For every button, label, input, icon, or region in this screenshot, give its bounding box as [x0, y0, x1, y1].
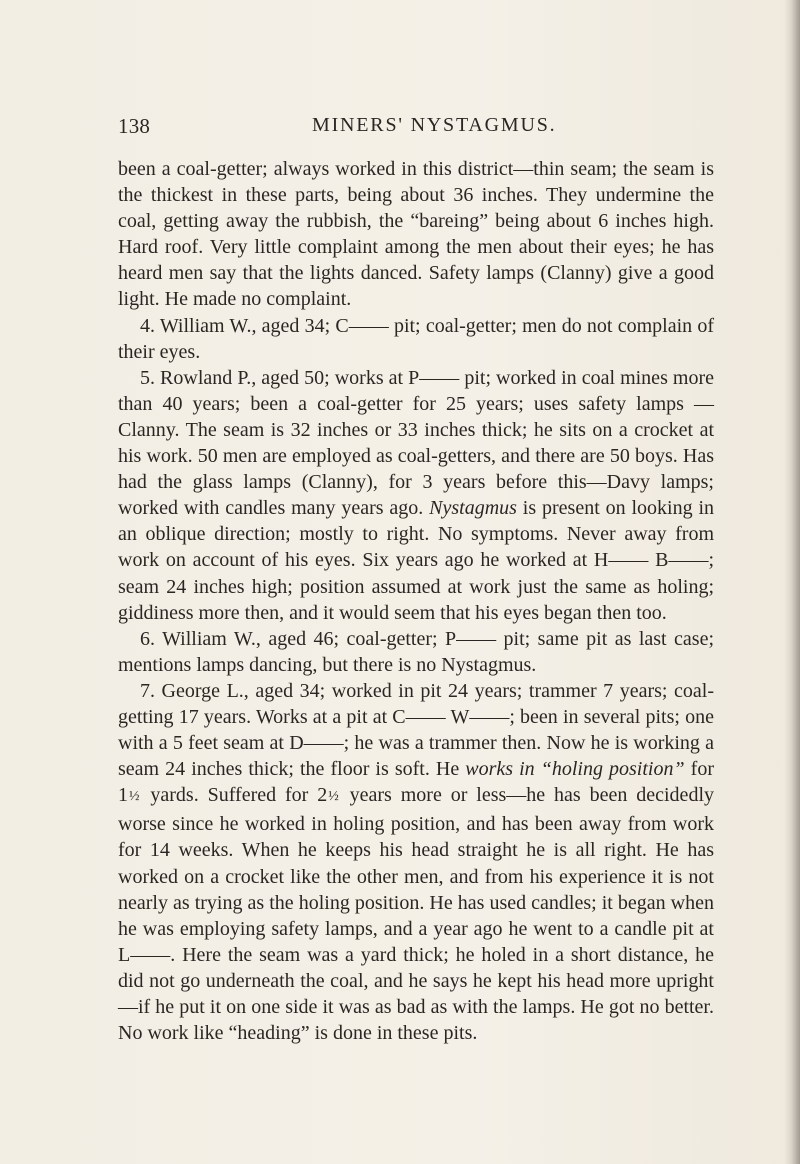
page-number: 138 — [118, 114, 151, 138]
case-5-text-before-italic: 5. Rowland P., aged 50; works at P—— pit; worked in coal mines more than 40 years; been a coal-getter for 25 years; uses safety lamps —Clanny. The seam is 32 inches or 33 inches thick; he sits on a crocket at his work. 50 men are employed as coal-getters, and there are 50 boys. Has had the glass lamps (Clanny), for 3 years before this—Davy lamps; worked with candles many years ago. — [118, 366, 714, 520]
case-7-text-part-1: 7. George L., aged 34; worked in pit 24 years; trammer 7 years; coal-getting 17 years. Works at a pit at C—— W——; been in several pits; one with a 5 feet seam at D——; he was a trammer then. Now he is working a seam 24 inches thick; the floor is soft. He — [118, 679, 714, 781]
page-edge-shadow — [784, 0, 800, 1164]
page-header — [118, 114, 708, 142]
case-7-fraction-1: ½ — [129, 789, 140, 805]
case-5-italic-term: Nystagmus — [429, 497, 517, 520]
body-text — [118, 156, 714, 1046]
paragraph-case-4: 4. William W., aged 34; C—— pit; coal-getter; men do not complain of their eyes. — [118, 314, 714, 363]
paragraph-case-6: 6. William W., aged 46; coal-getter; P—— pit; same pit as last case; mentions lamps dancing, but there is no Nystagmus. — [118, 627, 714, 676]
running-title: MINERS' NYSTAGMUS. — [312, 114, 557, 136]
case-7-fraction-2: ½ — [328, 789, 339, 805]
paragraph-case-5 — [118, 365, 714, 626]
case-5-text-after-italic: is present on looking in an oblique direction; mostly to right. No symptoms. Never away from work on account of his eyes. Six years ago he worked at H—— B——; seam 24 inches high; position assumed at work just the same as holing; giddiness more then, and it would seem that his eyes began then too. — [118, 497, 714, 624]
paragraph-case-7 — [118, 678, 714, 1046]
case-7-text-part-2: for 1 — [118, 758, 714, 807]
case-7-italic-phrase: works in “holing position” — [465, 758, 685, 781]
paragraph-continuation: been a coal-getter; always worked in this district—thin seam; the seam is the thickest in these parts, being about 36 inches. They undermine the coal, getting away the rubbish, the “bareing” being about 6 inches high. Hard roof. Very little complaint among the men about their eyes; he has heard men say that the lights danced. Safety lamps (Clanny) give a good light. He made no complaint. — [118, 158, 714, 311]
case-7-text-part-3: yards. Suffered for 2 — [141, 784, 328, 807]
case-7-text-part-4: years more or less—he has been decidedly worse since he worked in holing position, and has been away from work for 14 weeks. When he keeps his head straight he is all right. He has worked on a crocket like the other men, and from his experience it is not nearly as trying as the holing position. He has used candles; it began when he was employing safety lamps, and a year ago he went to a candle pit at L——. Here the seam was a yard thick; he holed in a short distance, he did not go underneath the coal, and he says he kept his head more upright—if he put it on one side it was as bad as with the lamps. He got no better. No work like “heading” is done in these pits. — [118, 784, 714, 1045]
